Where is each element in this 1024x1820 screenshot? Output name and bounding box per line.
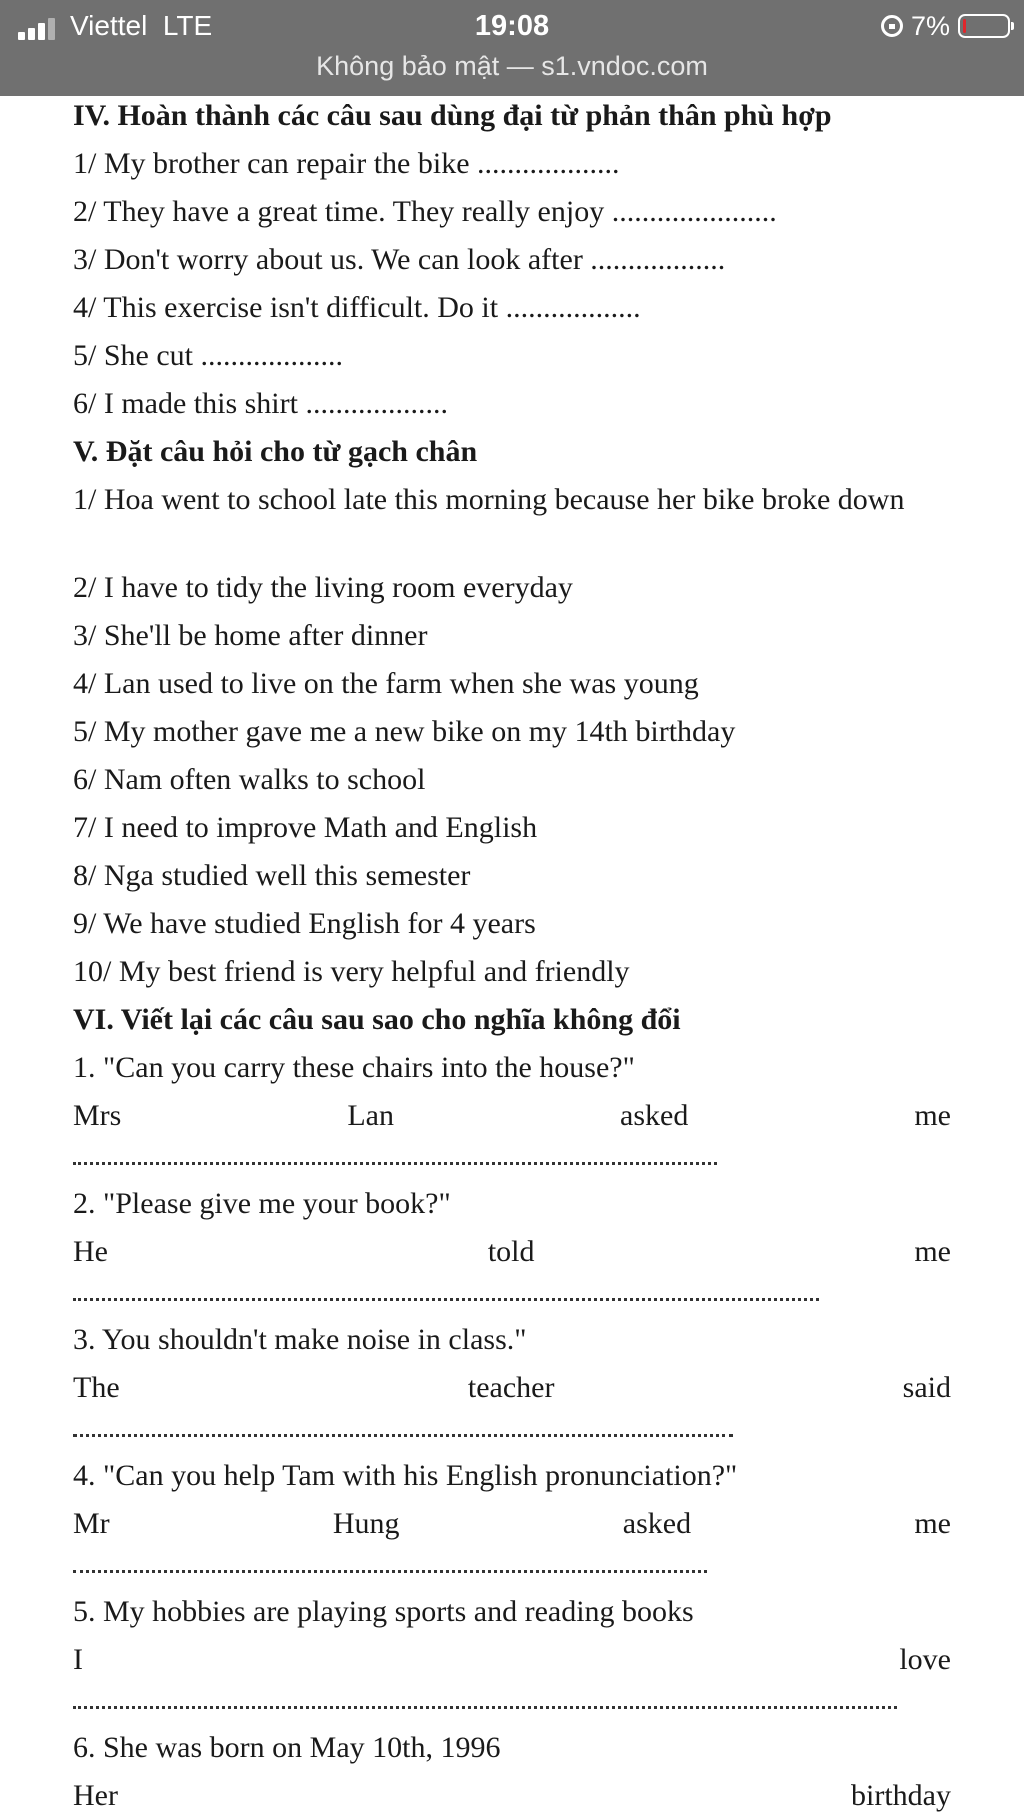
starter-word: He [73,1235,108,1268]
starter-word: teacher [467,1371,555,1404]
url-bar[interactable]: Không bảo mật — s1.vndoc.com [316,51,708,81]
list-item: 5/ She cut ................... [73,339,343,372]
section-vi-heading: VI. Viết lại các câu sau sao cho nghĩa không đổi [73,1003,681,1036]
list-item: 3/ She'll be home after dinner [73,619,428,652]
list-item: 5/ My mother gave me a new bike on my 14th birthday [73,715,736,748]
list-item: 8/ Nga studied well this semester [73,859,471,892]
starter-word: birthday [851,1779,951,1812]
exercise-prompt: 1. "Can you carry these chairs into the house?" [73,1051,635,1084]
starter-word: Her [73,1779,118,1812]
answer-line [73,1294,819,1301]
list-item: 7/ I need to improve Math and English [73,811,538,844]
starter-word: The [73,1371,120,1404]
starter-word: I [73,1643,83,1676]
exercise-starter [73,1640,951,1680]
exercise-prompt: 5. My hobbies are playing sports and reading books [73,1595,694,1628]
list-item: 9/ We have studied English for 4 years [73,907,536,940]
starter-word: Mr [73,1507,110,1540]
list-item: 2/ They have a great time. They really enjoy ...................... [73,195,777,228]
exercise-starter [73,1776,951,1816]
carrier-label: Viettel LTE [70,10,213,41]
answer-line [73,1430,733,1437]
starter-word: me [914,1507,951,1540]
answer-line [73,1566,707,1573]
starter-word: asked [622,1507,692,1540]
exercise-prompt: 6. She was born on May 10th, 1996 [73,1731,501,1764]
list-item: 6/ Nam often walks to school [73,763,426,796]
list-item: 4/ This exercise isn't difficult. Do it .................. [73,291,641,324]
exercise-starter [73,1096,951,1136]
list-item: 1/ Hoa went to school late this morning because her bike broke down [73,483,905,516]
answer-line [73,1702,897,1709]
starter-word: asked [620,1099,689,1132]
list-item: 3/ Don't worry about us. We can look after .................. [73,243,726,276]
starter-word: Hung [332,1507,400,1540]
battery-icon [958,14,1010,38]
exercise-prompt: 3. You shouldn't make noise in class." [73,1323,527,1356]
exercise-prompt: 4. "Can you help Tam with his English pronunciation?" [73,1459,738,1492]
starter-word: me [914,1099,951,1132]
answer-line [73,1158,717,1165]
network-type: LTE [162,10,213,41]
orientation-lock-icon [881,15,903,37]
exercise-starter [73,1368,951,1408]
starter-word: love [899,1643,951,1676]
exercise-starter [73,1232,951,1272]
status-bar [0,0,1024,96]
starter-word: Lan [347,1099,394,1132]
starter-word: told [487,1235,535,1268]
clock: 19:08 [474,10,550,42]
battery-percent: 7% [910,11,950,41]
section-iv-heading: IV. Hoàn thành các câu sau dùng đại từ phản thân phù hợp [73,99,832,132]
list-item: 4/ Lan used to live on the farm when she was young [73,667,699,700]
starter-word: me [914,1235,951,1268]
starter-word: said [902,1371,951,1404]
list-item: 10/ My best friend is very helpful and friendly [73,955,630,988]
starter-word: Mrs [73,1099,122,1132]
list-item: 2/ I have to tidy the living room everyday [73,571,573,604]
list-item: 6/ I made this shirt ................... [73,387,448,420]
section-v-heading: V. Đặt câu hỏi cho từ gạch chân [73,435,478,468]
exercise-starter [73,1504,951,1544]
exercise-prompt: 2. "Please give me your book?" [73,1187,451,1220]
list-item: 1/ My brother can repair the bike ................... [73,147,620,180]
